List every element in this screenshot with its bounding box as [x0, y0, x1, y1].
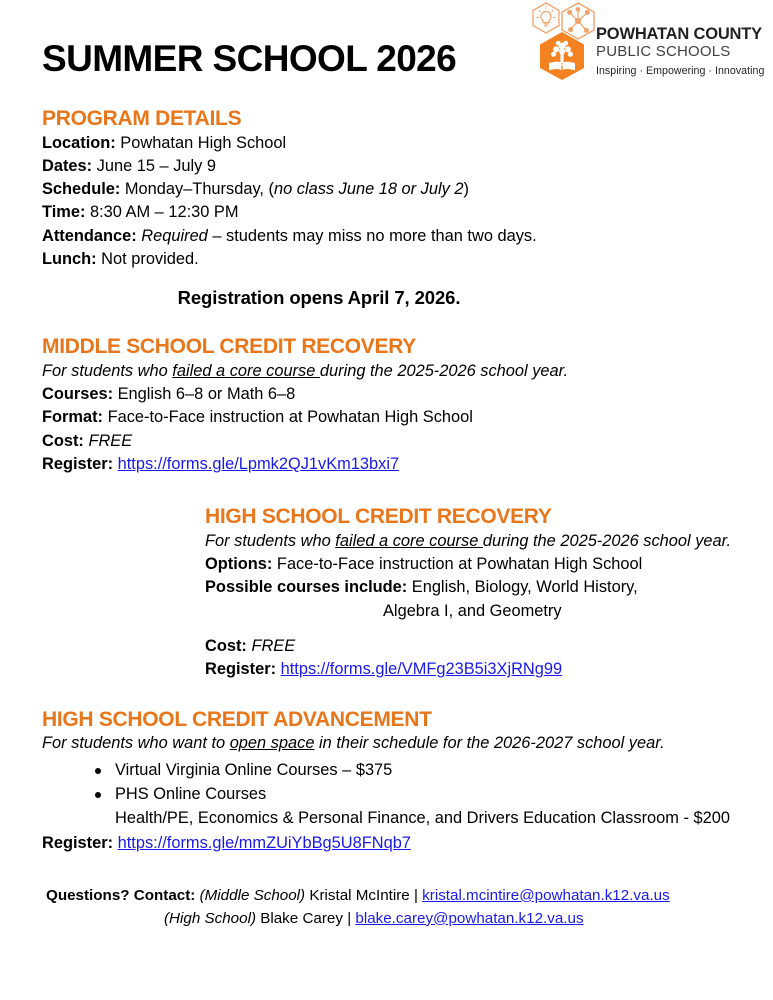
contact-separator: |	[347, 909, 356, 927]
logo-tagline: Inspiring · Empowering · Innovating	[596, 65, 765, 78]
detail-row-lunch	[42, 248, 751, 271]
label-hs-register: Register:	[205, 660, 277, 679]
ms-format-row	[42, 406, 751, 429]
contact-tag-middle-school: (Middle School)	[199, 886, 306, 904]
contact-name-middle-school: Kristal McIntire	[305, 886, 410, 904]
value-ms-format: Face-to-Face instruction at Powhatan High School	[103, 408, 473, 427]
label-location: Location:	[42, 133, 116, 152]
adv-register-row	[42, 832, 751, 855]
logo-org-line1: POWHATAN COUNTY	[596, 25, 762, 43]
ms-register-row	[42, 453, 751, 476]
adv-phs-course-detail: Health/PE, Economics & Personal Finance, and Drivers Education Classroom - $200	[115, 809, 730, 828]
value-schedule-post: )	[463, 180, 469, 199]
ms-eligibility-underline: failed a core course	[172, 361, 320, 380]
label-ms-cost: Cost:	[42, 431, 84, 450]
bullet-dot-icon	[95, 768, 101, 774]
value-hs-cost: FREE	[251, 637, 296, 655]
value-dates: June 15 – July 9	[92, 156, 217, 175]
detail-row-dates	[42, 155, 751, 178]
registration-opens-notice: Registration opens April 7, 2026.	[177, 287, 461, 309]
ms-cost-row	[42, 430, 751, 453]
adv-bullet-label: Virtual Virginia Online Courses – $375	[115, 761, 393, 780]
lightbulb-hexagon-icon	[533, 3, 559, 33]
hs-cost-row	[205, 635, 751, 658]
label-hs-options: Options:	[205, 555, 273, 574]
adv-course-list	[42, 759, 751, 807]
label-adv-register: Register:	[42, 833, 114, 852]
value-schedule-note: no class June 18 or July 2	[273, 180, 464, 199]
ms-courses-row	[42, 383, 751, 406]
logo-hexagon-marks	[530, 2, 602, 80]
hs-eligibility	[205, 530, 751, 553]
list-item	[42, 759, 751, 783]
district-logo	[512, 2, 773, 102]
logo-org-line2: PUBLIC SCHOOLS	[596, 43, 731, 61]
value-attendance-required: Required	[141, 226, 208, 245]
hs-register-row	[205, 658, 751, 681]
label-schedule: Schedule:	[42, 180, 121, 199]
high-school-credit-recovery-section	[22, 505, 751, 681]
value-location: Powhatan High School	[115, 133, 287, 152]
label-ms-register: Register:	[42, 455, 114, 473]
page-header	[22, 0, 765, 105]
adv-eligibility-pre: For students who want to	[42, 734, 230, 753]
value-time: 8:30 AM – 12:30 PM	[85, 203, 239, 222]
ms-eligibility	[42, 360, 751, 383]
high-school-credit-advancement-section	[22, 708, 751, 855]
contact-tag-high-school: (High School)	[164, 909, 257, 927]
bullet-dot-icon	[95, 792, 101, 798]
program-details-section	[22, 107, 751, 271]
label-contact: Contact:	[129, 886, 196, 904]
detail-row-location	[42, 132, 751, 155]
label-hs-cost: Cost:	[205, 637, 247, 655]
hs-eligibility-pre: For students who	[205, 531, 336, 550]
value-attendance-note: – students may miss no more than two days.	[207, 226, 537, 245]
adv-eligibility-underline: open space	[229, 734, 315, 753]
adv-register-link[interactable]: https://forms.gle/mmZUiYbBg5U8FNqb7	[117, 833, 411, 852]
adv-bullet-label: PHS Online Courses	[115, 785, 267, 804]
contact-section	[22, 885, 751, 931]
hs-eligibility-underline: failed a core course	[335, 531, 483, 550]
molecule-hexagon-icon	[562, 3, 594, 39]
value-schedule-pre: Monday–Thursday, (	[120, 180, 274, 199]
section-heading-high-school-credit-recovery: HIGH SCHOOL CREDIT RECOVERY	[205, 505, 552, 529]
label-attendance: Attendance:	[42, 226, 137, 245]
value-ms-courses: English 6–8 or Math 6–8	[113, 385, 296, 404]
ms-register-link[interactable]: https://forms.gle/Lpmk2QJ1vKm13bxi7	[117, 455, 400, 473]
ms-eligibility-post: during the 2025-2026 school year.	[319, 361, 569, 380]
detail-row-time	[42, 201, 751, 224]
section-heading-high-school-credit-advancement: HIGH SCHOOL CREDIT ADVANCEMENT	[42, 707, 432, 731]
adv-eligibility-post: in their schedule for the 2026-2027 school year.	[314, 734, 665, 753]
hs-courses-row	[205, 576, 751, 599]
hs-eligibility-post: during the 2025-2026 school year.	[482, 531, 732, 550]
label-ms-format: Format:	[42, 408, 104, 427]
ms-eligibility-pre: For students who	[42, 361, 173, 380]
section-heading-middle-school-credit-recovery: MIDDLE SCHOOL CREDIT RECOVERY	[42, 335, 416, 359]
page-title: SUMMER SCHOOL 2026	[42, 38, 457, 79]
contact-separator: |	[414, 886, 423, 904]
label-ms-courses: Courses:	[42, 385, 114, 404]
label-hs-courses: Possible courses include:	[205, 578, 408, 597]
hs-courses-row-continued: Algebra I, and Geometry	[383, 601, 562, 620]
hs-register-link[interactable]: https://forms.gle/VMFg23B5i3XjRNg99	[280, 660, 563, 679]
contact-row-middle-school	[46, 885, 751, 908]
detail-row-attendance	[42, 225, 751, 248]
section-heading-program-details: PROGRAM DETAILS	[42, 107, 242, 130]
detail-row-schedule	[42, 178, 751, 201]
contact-row-high-school	[46, 908, 751, 931]
contact-name-high-school: Blake Carey	[256, 909, 343, 927]
value-lunch: Not provided.	[96, 250, 199, 268]
label-lunch: Lunch:	[42, 250, 97, 268]
value-ms-cost: FREE	[88, 431, 133, 450]
middle-school-credit-recovery-section	[22, 335, 751, 476]
value-hs-courses-line1: English, Biology, World History,	[407, 578, 638, 597]
list-item	[42, 783, 751, 807]
label-dates: Dates:	[42, 156, 93, 175]
contact-email-middle-school[interactable]: kristal.mcintire@powhatan.k12.va.us	[422, 886, 670, 904]
logo-wordmark	[596, 26, 773, 77]
label-questions: Questions?	[46, 886, 130, 904]
label-time: Time:	[42, 203, 86, 222]
contact-email-high-school[interactable]: blake.carey@powhatan.k12.va.us	[355, 909, 584, 927]
hs-options-row	[205, 553, 751, 576]
adv-eligibility	[42, 732, 751, 755]
value-hs-options: Face-to-Face instruction at Powhatan High School	[272, 555, 643, 574]
